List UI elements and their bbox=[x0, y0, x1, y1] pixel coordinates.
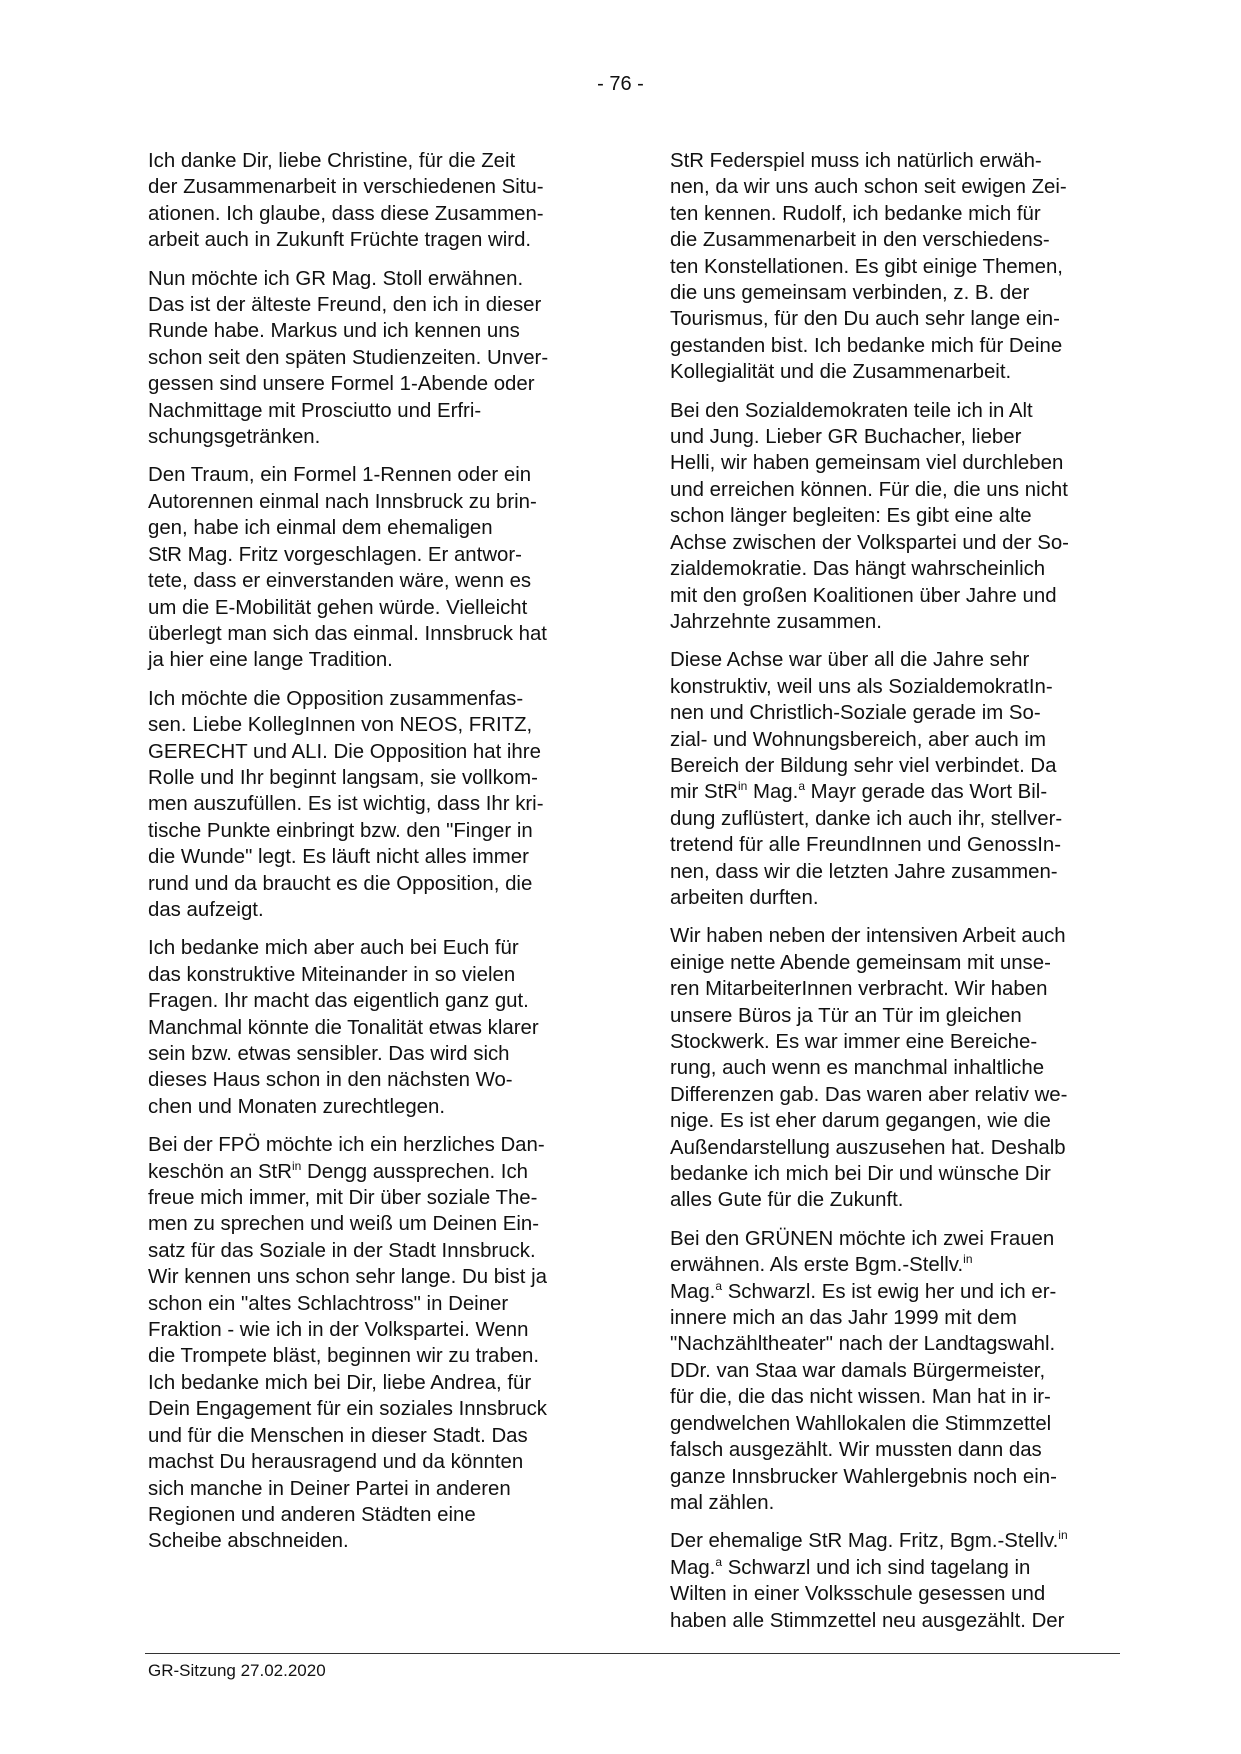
text-run: keschön an StR bbox=[148, 1160, 292, 1183]
superscript: in bbox=[291, 1158, 302, 1173]
footer-divider bbox=[145, 1653, 1120, 1654]
text-line: ren MitarbeiterInnen verbracht. Wir haben bbox=[670, 978, 1048, 1001]
text-line: Bei den Sozialdemokraten teile ich in Alt bbox=[670, 399, 1033, 422]
text-line: Kollegialität und die Zusammenarbeit. bbox=[670, 361, 1012, 384]
text-line: arbeit auch in Zukunft Früchte tragen wird. bbox=[148, 229, 532, 252]
text-line: überlegt man sich das einmal. Innsbruck hat bbox=[148, 622, 547, 645]
text-line: Helli, wir haben gemeinsam viel durchleben bbox=[670, 452, 1064, 475]
paragraph bbox=[148, 148, 600, 254]
superscript: in bbox=[737, 779, 748, 794]
text-line: Differenzen gab. Das waren aber relativ we- bbox=[670, 1083, 1068, 1106]
text-line: Achse zwischen der Volkspartei und der So- bbox=[670, 531, 1069, 554]
text-line: der Zusammenarbeit in verschiedenen Situ- bbox=[148, 176, 544, 199]
paragraph bbox=[670, 923, 1122, 1213]
text-line: mit den großen Koalitionen über Jahre und bbox=[670, 584, 1057, 607]
paragraph bbox=[670, 1528, 1122, 1634]
text-run: Schwarzl und ich sind tagelang in bbox=[722, 1556, 1031, 1579]
text-line: Tourismus, für den Du auch sehr lange ein- bbox=[670, 308, 1060, 331]
text-line: gendwelchen Wahllokalen die Stimmzettel bbox=[670, 1412, 1052, 1435]
text-line: einige nette Abende gemeinsam mit unse- bbox=[670, 951, 1051, 974]
text-line: Diese Achse war über all die Jahre sehr bbox=[670, 649, 1030, 672]
text-line: Außendarstellung auszusehen hat. Deshalb bbox=[670, 1136, 1066, 1159]
text-run: Der ehemalige StR Mag. Fritz, Bgm.-Stellv. bbox=[670, 1530, 1059, 1553]
paragraph bbox=[670, 1226, 1122, 1516]
text-line bbox=[670, 1555, 1122, 1581]
text-line: schungsgetränken. bbox=[148, 426, 321, 449]
text-line: StR Mag. Fritz vorgeschlagen. Er antwor- bbox=[148, 543, 522, 566]
text-line: chen und Monaten zurechtlegen. bbox=[148, 1095, 446, 1118]
text-line: Stockwerk. Es war immer eine Bereiche- bbox=[670, 1031, 1038, 1053]
text-line: Ich bedanke mich aber auch bei Euch für bbox=[148, 937, 519, 960]
text-line: Das ist der älteste Freund, den ich in dieser bbox=[148, 294, 542, 317]
text-line: zial- und Wohnungsbereich, aber auch im bbox=[670, 728, 1046, 751]
text-line: tretend für alle FreundInnen und GenossIn- bbox=[670, 834, 1062, 857]
superscript: in bbox=[963, 1252, 973, 1267]
text-line: unsere Büros ja Tür an Tür im gleichen bbox=[670, 1004, 1022, 1027]
text-line: Bei den GRÜNEN möchte ich zwei Frauen bbox=[670, 1227, 1055, 1250]
text-line: satz für das Soziale in der Stadt Innsbruck. bbox=[148, 1239, 536, 1262]
text-line: gestanden bist. Ich bedanke mich für Deine bbox=[670, 334, 1063, 357]
text-line: Bereich der Bildung sehr viel verbindet. Da bbox=[670, 754, 1057, 777]
text-line: um die E-Mobilität gehen würde. Vielleicht bbox=[148, 596, 528, 619]
text-line: Runde habe. Markus und ich kennen uns bbox=[148, 320, 520, 343]
superscript: in bbox=[1058, 1528, 1068, 1543]
text-line: Dein Engagement für ein soziales Innsbruck bbox=[148, 1398, 547, 1421]
footer-session-date: GR-Sitzung 27.02.2020 bbox=[148, 1661, 326, 1680]
paragraph bbox=[148, 266, 600, 451]
text-line: nen und Christlich-Soziale gerade im So- bbox=[670, 702, 1041, 725]
text-line: Nachmittage mit Prosciutto und Erfri- bbox=[148, 399, 482, 422]
text-line: schon seit den späten Studienzeiten. Unver- bbox=[148, 346, 549, 369]
text-line: men zu sprechen und weiß um Deinen Ein- bbox=[148, 1213, 540, 1236]
text-line: tische Punkte einbringt bzw. den "Finger in bbox=[148, 819, 533, 842]
text-line: sen. Liebe KollegInnen von NEOS, FRITZ, bbox=[148, 714, 533, 737]
text-line bbox=[670, 1252, 1122, 1278]
text-run: Mayr gerade das Wort Bil- bbox=[805, 781, 1048, 804]
text-line bbox=[670, 1279, 1122, 1305]
text-line: Manchmal könnte die Tonalität etwas klarer bbox=[148, 1016, 539, 1039]
text-line: die Zusammenarbeit in den verschiedens- bbox=[670, 229, 1050, 252]
text-line: Autorennen einmal nach Innsbruck zu brin- bbox=[148, 490, 537, 513]
paragraph bbox=[148, 462, 600, 673]
text-line: GERECHT und ALI. Die Opposition hat ihre bbox=[148, 740, 541, 763]
paragraph bbox=[670, 148, 1122, 386]
text-line: men auszufüllen. Es ist wichtig, dass Ihr kri- bbox=[148, 793, 544, 816]
text-line: Rolle und Ihr beginnt langsam, sie vollkom- bbox=[148, 766, 538, 789]
text-line bbox=[670, 1528, 1122, 1554]
text-line: Ich bedanke mich bei Dir, liebe Andrea, für bbox=[148, 1371, 532, 1394]
text-line: Ich möchte die Opposition zusammenfas- bbox=[148, 687, 524, 710]
text-line: dung zuflüstert, danke ich auch ihr, stellver- bbox=[670, 807, 1063, 830]
text-line: die uns gemeinsam verbinden, z. B. der bbox=[670, 282, 1030, 305]
paragraph bbox=[148, 1132, 600, 1555]
text-line: das konstruktive Miteinander in so vielen bbox=[148, 963, 516, 986]
right-column bbox=[670, 148, 1122, 1646]
text-line: rund und da braucht es die Opposition, die bbox=[148, 872, 533, 895]
text-line: und Jung. Lieber GR Buchacher, lieber bbox=[670, 426, 1022, 449]
text-line: schon ein "altes Schlachtross" in Deiner bbox=[148, 1292, 509, 1315]
text-line: Ich danke Dir, liebe Christine, für die Zeit bbox=[148, 150, 516, 172]
text-line: "Nachzähltheater" nach der Landtagswahl. bbox=[670, 1333, 1056, 1356]
text-line: nige. Es ist eher darum gegangen, wie die bbox=[670, 1110, 1051, 1133]
text-line: nen, dass wir die letzten Jahre zusammen- bbox=[670, 860, 1058, 883]
paragraph bbox=[148, 686, 600, 924]
text-line: bedanke ich mich bei Dir und wünsche Dir bbox=[670, 1163, 1051, 1186]
text-line: rung, auch wenn es manchmal inhaltliche bbox=[670, 1057, 1045, 1080]
text-line: Regionen und anderen Städten eine bbox=[148, 1503, 476, 1526]
text-run: mir StR bbox=[670, 781, 738, 804]
text-line bbox=[670, 779, 1122, 805]
text-line: DDr. van Staa war damals Bürgermeister, bbox=[670, 1359, 1046, 1382]
text-line: machst Du herausragend und da könnten bbox=[148, 1451, 524, 1474]
paragraph bbox=[148, 935, 600, 1120]
text-line: und erreichen können. Für die, die uns nicht bbox=[670, 478, 1068, 501]
text-line: ten kennen. Rudolf, ich bedanke mich für bbox=[670, 202, 1041, 225]
text-line: die Wunde" legt. Es läuft nicht alles immer bbox=[148, 846, 529, 869]
text-line: schon länger begleiten: Es gibt eine alte bbox=[670, 505, 1032, 528]
text-line: Wir haben neben der intensiven Arbeit auch bbox=[670, 925, 1066, 948]
text-line: falsch ausgezählt. Wir mussten dann das bbox=[670, 1439, 1042, 1462]
text-line: Jahrzehnte zusammen. bbox=[670, 610, 882, 633]
text-run: Dengg aussprechen. Ich bbox=[301, 1160, 529, 1183]
text-run: erwähnen. Als erste Bgm.-Stellv. bbox=[670, 1254, 964, 1277]
text-line: Scheibe abschneiden. bbox=[148, 1530, 349, 1553]
text-line: innere mich an das Jahr 1999 mit dem bbox=[670, 1307, 1017, 1330]
text-line: konstruktiv, weil uns als SozialdemokratIn- bbox=[670, 675, 1053, 698]
text-line: nen, da wir uns auch schon seit ewigen Zei- bbox=[670, 176, 1067, 199]
text-line: freue mich immer, mit Dir über soziale The- bbox=[148, 1187, 538, 1210]
text-run: Mag. bbox=[747, 781, 799, 804]
text-line: Bei der FPÖ möchte ich ein herzliches Dan- bbox=[148, 1134, 545, 1157]
text-line: die Trompete bläst, beginnen wir zu traben. bbox=[148, 1345, 540, 1368]
paragraph bbox=[670, 398, 1122, 636]
text-line: für die, die das nicht wissen. Man hat in ir- bbox=[670, 1386, 1051, 1409]
text-run: Mag. bbox=[670, 1556, 716, 1579]
text-line: ja hier eine lange Tradition. bbox=[148, 649, 393, 672]
text-line: Nun möchte ich GR Mag. Stoll erwähnen. bbox=[148, 267, 524, 290]
text-run: Schwarzl. Es ist ewig her und ich er- bbox=[722, 1280, 1057, 1303]
text-line: Fragen. Ihr macht das eigentlich ganz gut. bbox=[148, 990, 529, 1013]
text-line: gen, habe ich einmal dem ehemaligen bbox=[148, 517, 493, 540]
text-run: Mag. bbox=[670, 1280, 716, 1303]
text-line: mal zählen. bbox=[670, 1491, 775, 1514]
text-line: arbeiten durften. bbox=[670, 886, 819, 909]
left-column bbox=[148, 148, 600, 1567]
text-line: ten Konstellationen. Es gibt einige Themen, bbox=[670, 255, 1063, 278]
text-line: dieses Haus schon in den nächsten Wo- bbox=[148, 1069, 513, 1092]
text-line: haben alle Stimmzettel neu ausgezählt. Der bbox=[670, 1609, 1065, 1632]
text-line: Wir kennen uns schon sehr lange. Du bist ja bbox=[148, 1266, 547, 1289]
text-line: sein bzw. etwas sensibler. Das wird sich bbox=[148, 1043, 510, 1065]
text-line: ganze Innsbrucker Wahlergebnis noch ein- bbox=[670, 1465, 1057, 1488]
text-line: sich manche in Deiner Partei in anderen bbox=[148, 1477, 511, 1500]
text-line: das aufzeigt. bbox=[148, 898, 264, 921]
text-line: ationen. Ich glaube, dass diese Zusammen- bbox=[148, 202, 544, 225]
text-line: Fraktion - wie ich in der Volkspartei. Wenn bbox=[148, 1319, 529, 1342]
text-line: und für die Menschen in dieser Stadt. Das bbox=[148, 1424, 528, 1447]
superscript: a bbox=[798, 779, 805, 794]
paragraph bbox=[670, 647, 1122, 911]
text-line: tete, dass er einverstanden wäre, wenn es bbox=[148, 570, 532, 593]
superscript: a bbox=[715, 1278, 723, 1293]
superscript: a bbox=[715, 1554, 723, 1569]
text-line: Den Traum, ein Formel 1-Rennen oder ein bbox=[148, 464, 532, 487]
text-line: Wilten in einer Volksschule gesessen und bbox=[670, 1583, 1046, 1606]
text-line: gessen sind unsere Formel 1-Abende oder bbox=[148, 373, 535, 396]
text-line: StR Federspiel muss ich natürlich erwäh- bbox=[670, 150, 1042, 172]
text-line: alles Gute für die Zukunft. bbox=[670, 1189, 904, 1212]
page-number: - 76 - bbox=[597, 73, 644, 95]
text-line bbox=[148, 1159, 600, 1185]
text-line: zialdemokratie. Das hängt wahrscheinlich bbox=[670, 558, 1046, 581]
